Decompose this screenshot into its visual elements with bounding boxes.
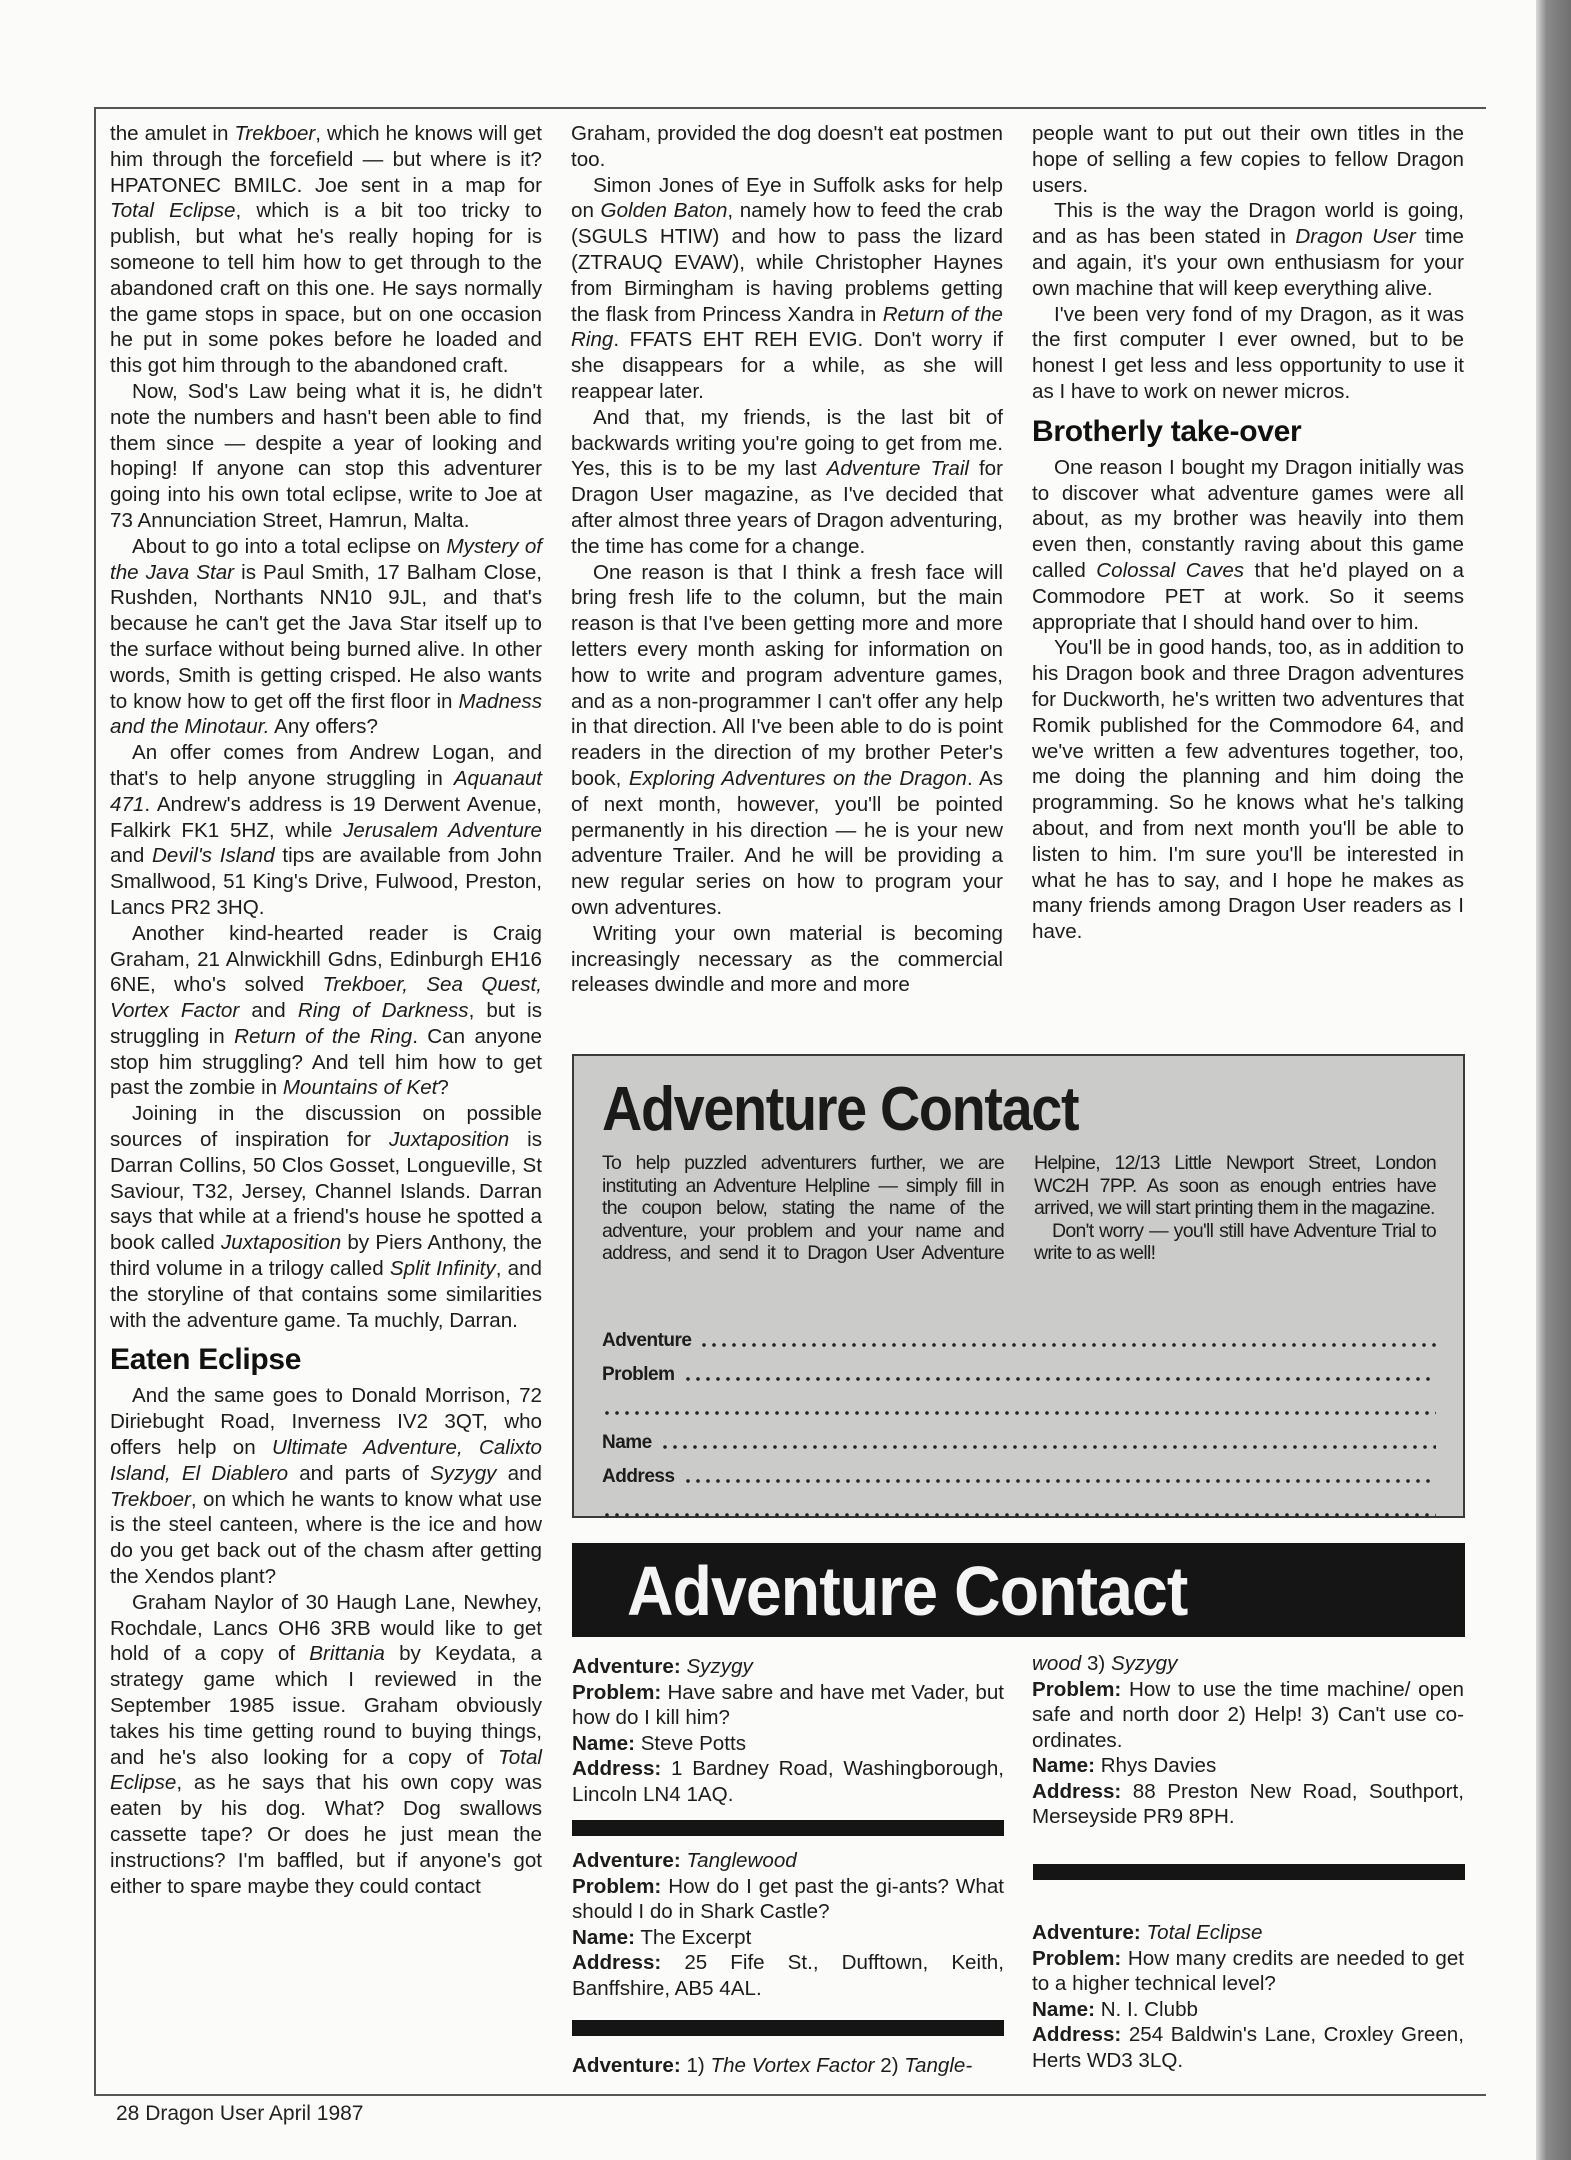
entry-address: 25 Fife St., Dufftown, Keith, Banffshire, AB5 4AL. (572, 1951, 1004, 2000)
text-run: Joining in the discussion on possible sources of inspiration for (110, 1102, 542, 1152)
paragraph (110, 1590, 542, 1900)
paragraph (571, 121, 1003, 173)
dotted-line (602, 1410, 1436, 1416)
italic-title: Trekboer (234, 122, 316, 145)
text-run: And that, my friends, is the last bit of backwards writing you're going to get from me. Yes, this is to be my last (571, 405, 1003, 481)
text-run: time and again, it's your own enthusiasm for your own machine that will keep everything alive. (1032, 225, 1464, 300)
entry-name: The Excerpt (640, 1925, 752, 1949)
article-text (1032, 455, 1464, 945)
italic-title: Golden Baton (600, 199, 728, 223)
paragraph (571, 405, 1003, 560)
coupon-field-name[interactable] (602, 1420, 1436, 1454)
text-run: , but is struggling in (110, 999, 543, 1048)
text-run: This is the way the Dragon world is going, and as has been stated in (1032, 199, 1464, 249)
paragraph (110, 379, 542, 534)
entry-problem: Have sabre and have met Vader, but how do I kill him? (572, 1680, 1004, 1729)
text-run: ? (437, 1076, 449, 1100)
paragraph (571, 921, 1003, 998)
italic-title: Syzygy (1111, 1652, 1178, 1675)
field-label: Address (602, 1466, 675, 1487)
text-run: by Keydata, a strategy game which I reviewed in the September 1985 issue. Graham obviously takes his time getting round to buying things, and he's also looking for a copy of (110, 1642, 542, 1769)
entry-problem: How many credits are needed to get to a higher technical level? (1032, 1946, 1464, 1995)
coupon-field-adventure[interactable] (602, 1318, 1436, 1352)
entry-adventure (686, 1849, 796, 1872)
label-problem: Problem: (572, 1680, 662, 1704)
text-run: Simon Jones of Eye in Suffolk asks for help on (571, 173, 1003, 223)
label-adventure: Adventure: (1032, 1921, 1141, 1944)
italic-title: Total Eclipse (110, 199, 236, 223)
text-run: An offer comes from Andrew Logan, and that's to help anyone struggling in (110, 741, 542, 790)
text-run: And the same goes to Donald Morrison, 72 Diriebught Road, Inverness IV2 3QT, who offers help on (110, 1384, 542, 1460)
field-label: Adventure (602, 1330, 692, 1351)
text-run: people want to put out their own titles in the hope of selling a few copies to fellow Dragon users. (1032, 122, 1464, 197)
text-run: and (239, 999, 298, 1023)
label-address: Address: (1032, 1779, 1122, 1803)
dotted-line (699, 1342, 1436, 1348)
italic-title: Mystery of the Java Star (110, 534, 543, 584)
text-run: for Dragon User magazine, as I've decided that after almost three years of Dragon adventuring, the time has come for a change. (571, 457, 1003, 558)
text-run: Graham Naylor of 30 Haugh Lane, Newhey, Rochdale, Lancs OH6 3RB would like to get hold of a copy of (110, 1590, 542, 1666)
text-run: and (110, 844, 153, 868)
italic-title: The Vortex Factor (710, 2054, 875, 2077)
paragraph (110, 534, 542, 740)
paragraph (1032, 198, 1464, 301)
text-run: and (496, 1461, 542, 1485)
coupon-field-problem[interactable] (602, 1352, 1436, 1386)
article-text (1032, 121, 1464, 405)
label-problem: Problem: (1032, 1946, 1122, 1970)
paragraph (110, 740, 542, 921)
italic-title: Ring of Darkness (297, 999, 469, 1023)
text-run: About to go into a total eclipse on (132, 534, 447, 558)
entry-adventure (1146, 1921, 1262, 1944)
banner-title: Adventure Contact (627, 1552, 1188, 1630)
text-run: that he'd played on a Commodore PET at work. So it seems appropriate that I should hand over to him. (1032, 558, 1465, 634)
text-run: To help puzzled adventurers further, we are instituting an Adventure Helpline — simply fill in the coupon below, stating the name of the adventure, your problem and your name and address, and send it to Dragon User Adventure Helpine, 12/13 Little Newport Street, London WC2H 7PP. As soon as enough entries have arrived, we will start printing them in the magazine. (602, 1152, 1436, 1264)
text-run: 1) (686, 2054, 711, 2077)
label-address: Address: (572, 1951, 662, 1974)
entry-name: N. I. Clubb (1100, 1997, 1198, 2021)
article-text (110, 121, 542, 1333)
contact-entry (572, 2053, 1004, 2079)
text-run: I've been very fond of my Dragon, as it was the first computer I ever owned, but to be honest I get less and less opportunity to use it as I have to work on newer micros. (1032, 302, 1464, 403)
coupon-field-problem-continued[interactable] (602, 1386, 1436, 1420)
text-run: , and the storyline of that contains some similarities with the adventure game. Ta muchly, Darran. (110, 1257, 542, 1332)
text-run: , as he says that his own copy was eaten by his dog. What? Dog swallows cassette tape? Or does he just mean the instructions? I'm baffled, but if anyone's got either to spare maybe they could contact (110, 1771, 542, 1898)
text-run: One reason is that I think a fresh face will bring fresh life to the column, but the main reason is that I've been getting more and more letters every month asking for information on how to write and program adventure games, and as a non-programmer I can't offer any help in that direction. All I've been able to do is point readers in the direction of my brother Peter's book, (571, 560, 1003, 790)
adventure-contact-banner (572, 1543, 1465, 1637)
article-text (571, 121, 1003, 998)
italic-title: Syzygy (686, 1655, 753, 1678)
italic-title: Total Eclipse (1146, 1921, 1263, 1944)
entry-separator (572, 1820, 1004, 1836)
entry-name: Steve Potts (640, 1731, 746, 1755)
entry-address: 88 Preston New Road, Southport, Merseyside PR9 8PH. (1032, 1779, 1464, 1828)
text-run: Any offers? (269, 715, 378, 739)
dotted-line (683, 1376, 1436, 1382)
paragraph (110, 1383, 542, 1589)
italic-title: wood (1032, 1652, 1082, 1675)
italic-title: Aquanaut 471 (110, 766, 542, 816)
italic-title: Tangle- (904, 2054, 973, 2077)
italic-title: Exploring Adventures on the Dragon (628, 766, 967, 790)
text-run: , which he knows will get him through the forcefield — but where is it? HPATONEC BMILC. Joe sent in a map for (110, 122, 542, 197)
paragraph (1034, 1220, 1436, 1265)
adventure-contact-coupon (572, 1054, 1465, 1518)
entry-address: 1 Bardney Road, Washingborough, Lincoln LN4 1AQ. (572, 1757, 1004, 1806)
entry-name: Rhys Davies (1100, 1754, 1217, 1777)
text-run: Don't worry — you'll still have Adventure Trial to write to as well! (1034, 1219, 1436, 1264)
text-run: tips are available from John Smallwood, 51 King's Drive, Fulwood, Preston, Lancs PR2 3HQ. (110, 844, 542, 919)
label-name: Name: (1032, 1754, 1095, 1777)
text-run: 2) (874, 2054, 905, 2077)
text-run: is Darran Collins, 50 Clos Gosset, Longueville, St Saviour, T32, Jersey, Channel Islands. Darran says that while at a friend's house he spotted a book called (110, 1128, 543, 1255)
text-run: . As of next month, however, you'll be pointed permanently in his direction — he is your new adventure Trailer. And he will be providing a new regular series on how to program your own adventures. (571, 766, 1003, 919)
column-2 (571, 121, 1003, 998)
column-3 (1032, 121, 1464, 945)
italic-title: Brittania (309, 1642, 385, 1666)
text-run: You'll be in good hands, too, as in addition to his Dragon book and three Dragon adventures for Duckworth, he's written two adventures that Romik published for the Commodore 64, and we've written a few adventures together, too, me doing the planning and him doing the programming. So he knows what he's talking about, and from next month you'll be able to listen to him. I'm sure you'll be interested in what he has to say, and I hope he makes as many friends among Dragon User readers as I have. (1032, 636, 1464, 944)
entry-separator (1033, 1864, 1465, 1880)
label-name: Name: (572, 1925, 635, 1949)
coupon-field-address[interactable] (602, 1454, 1436, 1488)
label-problem: Problem: (572, 1874, 662, 1898)
label-name: Name: (1032, 1997, 1095, 2021)
label-problem: Problem: (1032, 1677, 1122, 1701)
italic-title: Trekboer, Sea Quest, Vortex Factor (110, 973, 542, 1023)
italic-title: Tanglewood (686, 1849, 797, 1872)
entry-adventure (686, 1655, 752, 1678)
field-label: Problem (602, 1364, 675, 1385)
text-run: . Can anyone stop him struggling? And tell him how to get past the zombie in (110, 1024, 543, 1100)
text-run: 3) (1081, 1652, 1111, 1675)
text-run: , namely how to feed the crab (SGULS HTIW) and how to pass the lizard (ZTRAUQ EVAW), while Christopher Haynes from Birmingham is having problems getting the flask from Princess Xandra in (571, 199, 1003, 326)
italic-title: Split Infinity (389, 1257, 496, 1281)
italic-title: Devil's Island (152, 844, 275, 868)
label-address: Address: (572, 1757, 662, 1780)
contact-entry (572, 1654, 1004, 1807)
column-1 (110, 121, 542, 1899)
italic-title: Syzygy (430, 1461, 497, 1485)
entry-problem: How do I get past the gi-ants? What should I do in Shark Castle? (572, 1874, 1004, 1923)
entry-separator (572, 2020, 1004, 2036)
text-run: Writing your own material is becoming increasingly necessary as the commercial releases dwindle and more and more (571, 921, 1003, 997)
text-run: , on which he wants to know what use is the steel canteen, where is the ice and how do you get back out of the chasm after getting the Xendos plant? (110, 1487, 542, 1589)
italic-title: Juxtaposition (220, 1231, 342, 1255)
article-text (110, 1383, 542, 1899)
paragraph (1032, 302, 1464, 405)
text-run: . Andrew's address is 19 Derwent Avenue, Falkirk FK1 5HZ, while (110, 792, 542, 842)
italic-title: Mountains of Ket (282, 1076, 438, 1100)
italic-title: Colossal Caves (1096, 558, 1245, 582)
text-run: and parts of (288, 1461, 431, 1485)
italic-title: Ultimate Adventure, Calixto Island, El Diablero (110, 1436, 542, 1485)
contact-entry-continued (1032, 1651, 1464, 1830)
label-address: Address: (1032, 2023, 1122, 2046)
text-run: . FFATS EHT REH EVIG. Don't worry if she disappears for a while, as she will reappear later. (571, 328, 1003, 403)
paragraph (1032, 455, 1464, 636)
text-run: Now, Sod's Law being what it is, he didn't note the numbers and hasn't been able to find them since — despite a year of looking and hoping! If anyone can stop this adventurer going into his own total eclipse, write to Joe at 73 Annunciation Street, Hamrun, Malta. (110, 379, 542, 532)
section-heading-brotherly-take-over: Brotherly take-over (1032, 414, 1302, 448)
dotted-line (660, 1444, 1436, 1450)
field-label: Name (602, 1432, 652, 1453)
label-adventure: Adventure: (572, 1655, 681, 1678)
contact-entry (1032, 1920, 1464, 2073)
italic-title: Madness and the Minotaur. (110, 689, 542, 739)
entry-adventure (686, 2054, 972, 2077)
text-run: One reason I bought my Dragon initially was to discover what adventure games were all about, as my brother was heavily into them even then, constantly raving about this game called (1032, 455, 1464, 582)
italic-title: Return of the Ring (571, 302, 1004, 352)
italic-title: Juxtaposition (388, 1128, 510, 1152)
paragraph (571, 560, 1003, 921)
coupon-title: Adventure Contact (602, 1075, 1079, 1144)
italic-title: Dragon User (1295, 225, 1416, 249)
italic-title: Jerusalem Adventure (343, 818, 542, 842)
italic-title: Adventure Trail (826, 457, 969, 481)
paragraph (571, 173, 1003, 405)
paragraph (110, 121, 542, 379)
text-run: the amulet in (110, 122, 235, 145)
scan-edge (1536, 0, 1571, 2160)
coupon-intro (602, 1152, 1436, 1265)
text-run: , which is a bit too tricky to publish, but what he's really hoping for is someone to tell him how to get through to the abandoned craft on this one. He says normally the game stops in space, but on one occasion he put in some pokes before he loaded and this got him through to the abandoned craft. (110, 199, 542, 378)
paragraph (1032, 121, 1464, 198)
section-heading-eaten-eclipse: Eaten Eclipse (110, 1343, 302, 1377)
paragraph (1032, 635, 1464, 945)
entry-adventure-continued (1032, 1652, 1177, 1675)
text-run: Graham, provided the dog doesn't eat postmen too. (571, 122, 1003, 171)
paragraph (110, 1101, 542, 1333)
page-footer: 28 Dragon User April 1987 (116, 2102, 364, 2125)
paragraph (110, 921, 542, 1102)
coupon-field-address-continued[interactable] (602, 1488, 1436, 1522)
contact-entry (572, 1848, 1004, 2001)
label-adventure: Adventure: (572, 2054, 681, 2077)
dotted-line (602, 1512, 1436, 1518)
entry-address: 254 Baldwin's Lane, Croxley Green, Herts WD3 3LQ. (1032, 2023, 1464, 2072)
label-adventure: Adventure: (572, 1849, 681, 1872)
dotted-line (683, 1478, 1436, 1484)
coupon-form (602, 1318, 1436, 1522)
italic-title: Return of the Ring (234, 1024, 413, 1048)
text-run: is Paul Smith, 17 Balham Close, Rushden, Northants NN10 9JL, and that's because he can't get the Java Star itself up to the surface without being burned alive. In other words, Smith is getting crisped. He also wants to know how to get off the first floor in (110, 560, 543, 713)
entry-problem: How to use the time machine/ open safe and north door 2) Help! 3) Can't use co-ordinates. (1032, 1677, 1464, 1752)
text-run: Another kind-hearted reader is Craig Graham, 21 Alnwickhill Gdns, Edinburgh EH16 6NE, who's solved (110, 921, 542, 997)
italic-title: Trekboer (110, 1487, 191, 1511)
label-name: Name: (572, 1731, 635, 1755)
italic-title: Total Eclipse (110, 1745, 542, 1795)
text-run: by Piers Anthony, the third volume in a trilogy called (110, 1231, 542, 1281)
